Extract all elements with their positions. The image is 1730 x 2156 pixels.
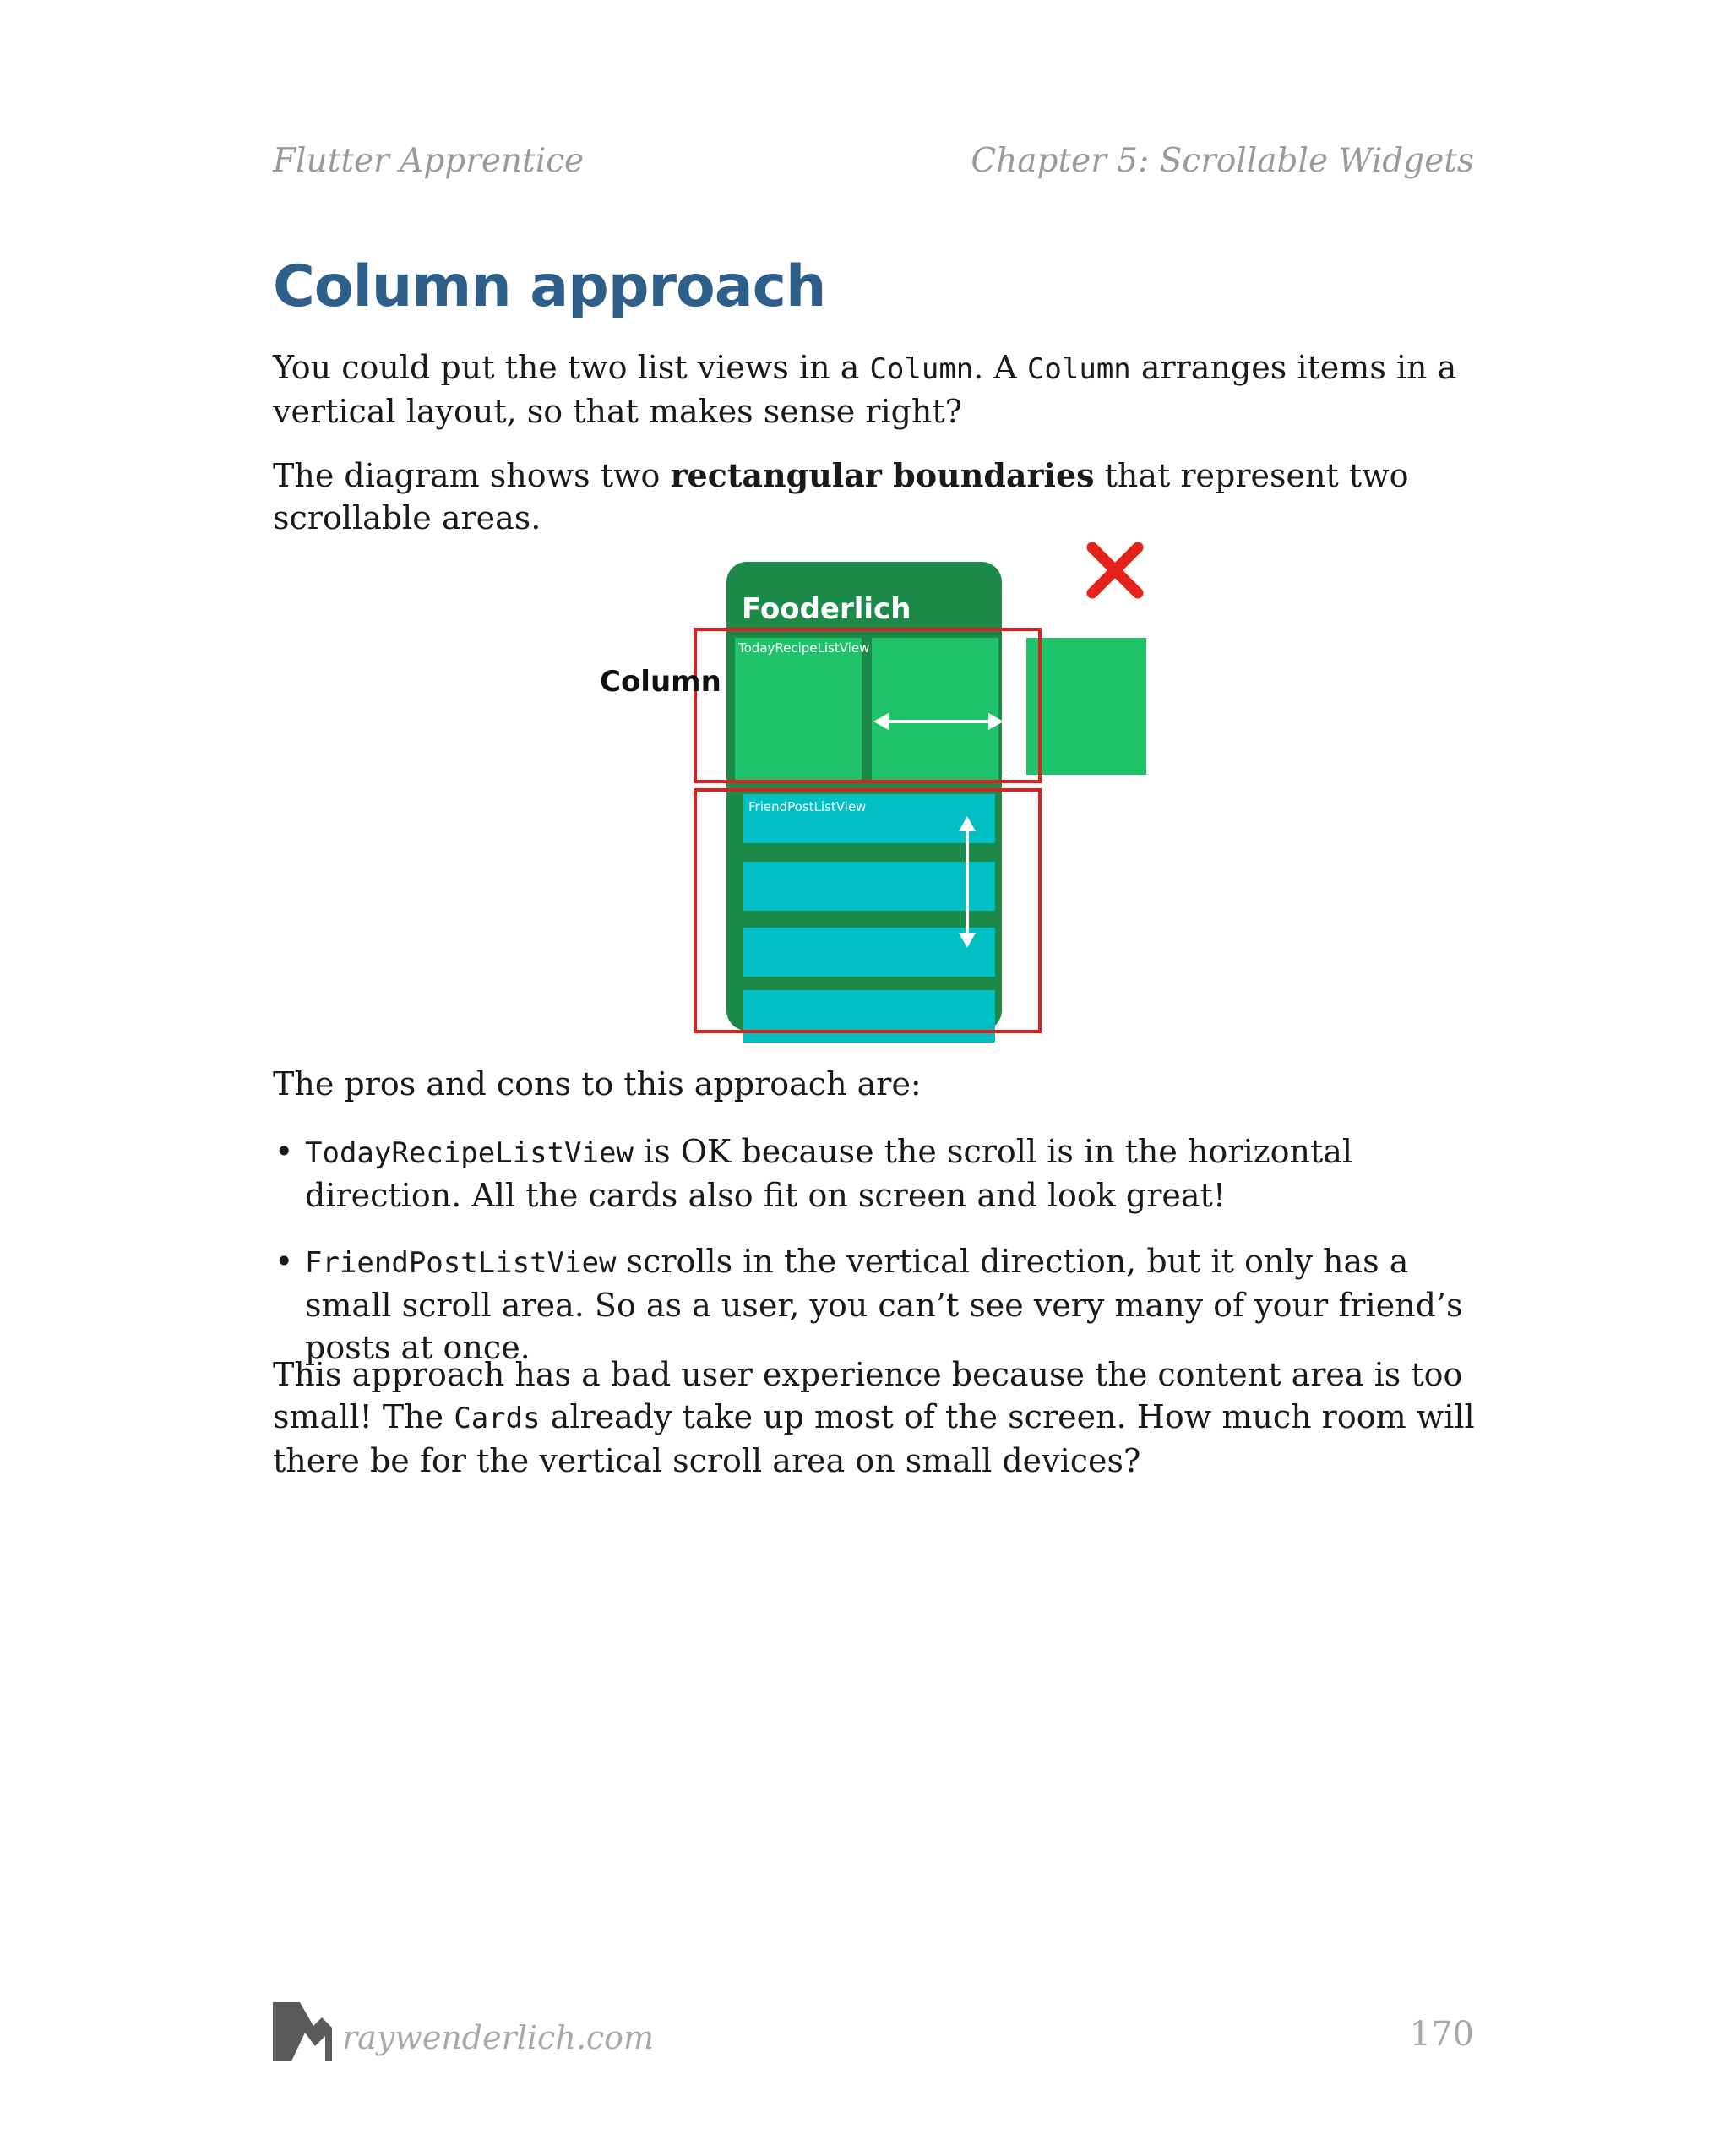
friend-post	[743, 928, 995, 977]
column-label: Column	[600, 665, 721, 699]
column-layout-diagram	[583, 524, 1174, 1048]
recipe-card	[872, 638, 998, 783]
bottom-list-label: FriendPostListView	[748, 799, 867, 814]
friend-post	[743, 990, 995, 1043]
section-title: Column approach	[273, 253, 826, 320]
recipe-card-offscreen	[1026, 638, 1146, 775]
pros-cons-intro: The pros and cons to this approach are:	[273, 1065, 922, 1102]
x-mark-icon	[1092, 547, 1138, 593]
running-header-book-title: Flutter Apprentice	[273, 142, 585, 180]
running-header-chapter-title: Chapter 5: Scrollable Widgets	[971, 142, 1474, 180]
inline-code: TodayRecipeListView	[305, 1136, 634, 1170]
top-list-label: TodayRecipeListView	[738, 640, 870, 656]
inline-code: FriendPostListView	[305, 1246, 617, 1280]
app-bar-title: Fooderlich	[742, 592, 911, 626]
footer-site-link[interactable]: raywenderlich.com	[342, 2019, 655, 2056]
intro-paragraph: You could put the two list views in a Column. A Column arranges items in a vertical layout, so that makes sense right?	[273, 349, 1457, 430]
list-item: • TodayRecipeListView is OK because the scroll is in the horizontal direction. All the cards also fit on screen and look great!	[275, 1133, 1353, 1214]
conclusion-paragraph: This approach has a bad user experience because the content area is too small! The Cards already take up most of the screen. How much room will there be for the vertical scroll area on small devices?	[273, 1356, 1475, 1479]
friend-post	[743, 862, 995, 911]
rw-logo-icon	[273, 2002, 332, 2061]
bold-term: rectangular boundaries	[670, 456, 1095, 494]
list-item: • FriendPostListView scrolls in the vertical direction, but it only has a small scroll area. So as a user, you can’t see very many of your friend’s posts at once.	[275, 1243, 1463, 1366]
page-number: 170	[1409, 2015, 1474, 2054]
diagram-description-paragraph: The diagram shows two rectangular boundaries that represent two scrollable areas.	[273, 456, 1409, 536]
inline-code: Cards	[454, 1402, 541, 1435]
inline-code: Column	[1026, 352, 1131, 386]
inline-code: Column	[869, 352, 974, 386]
recipe-card	[735, 638, 862, 783]
